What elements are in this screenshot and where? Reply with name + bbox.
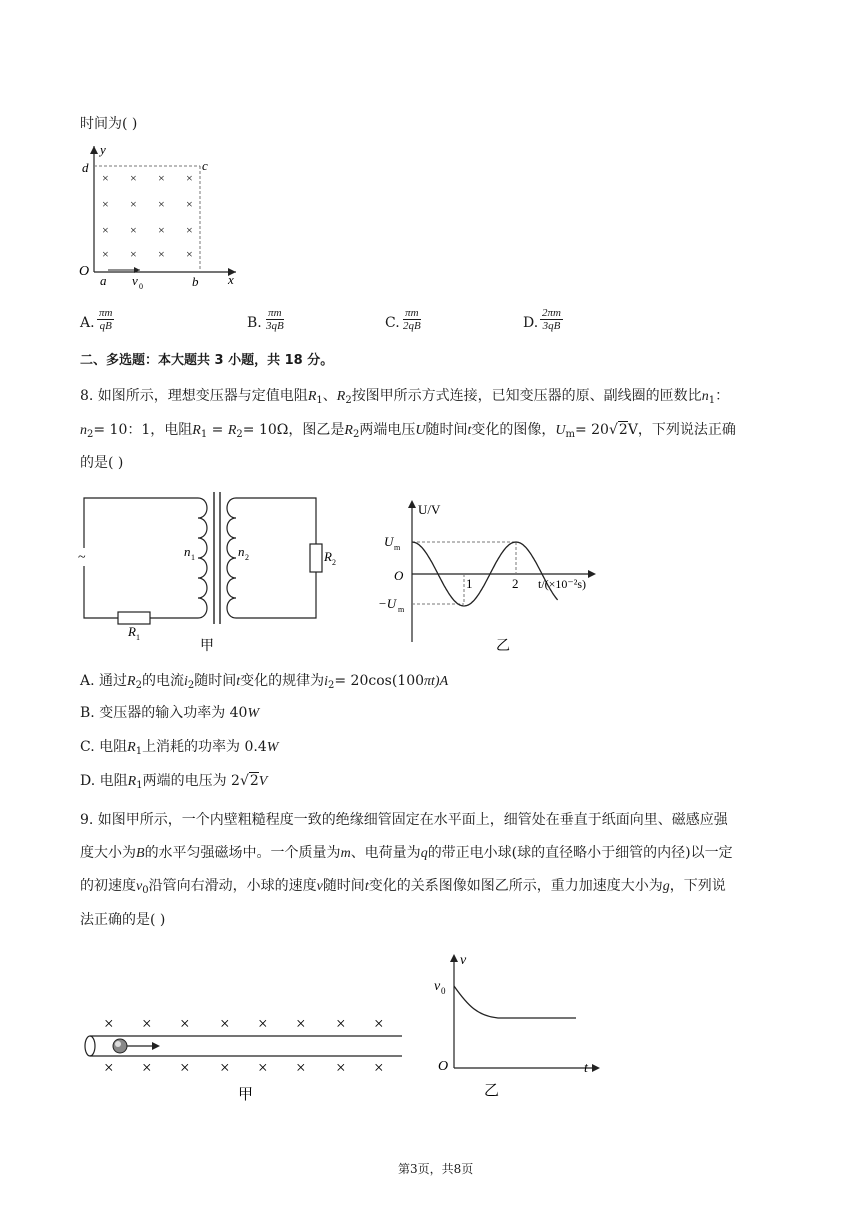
q7-option-d-letter[interactable]: D. [523,315,539,331]
q8-figure-jia-circuit [74,488,344,658]
svg-text:1: 1 [136,633,140,642]
q7-field-cross: × [130,223,137,237]
label-r1: R [128,624,136,639]
q7-option-c-fraction: $\frac{\pi m}{2qB}$ [403,307,421,332]
q9-field-cross: × [220,1058,230,1077]
q9-field-cross: × [142,1014,152,1033]
q7-stem-tail: 时间为( ) [80,116,138,132]
q7-field-cross: × [186,223,193,237]
q9-figure-yi-velocity-graph [428,950,608,1100]
q8-option-d[interactable]: D. 电阻$R_1$两端的电压为 2√2V [80,773,268,791]
q9-field-cross: × [336,1014,346,1033]
q8-stem-line-1: 8. 如图所示，理想变压器与定值电阻$R_1$、$R_2$按图甲所示方式连接，已知变压器的原、副线圈的匝数比$n_1$： [80,388,730,406]
label-r2: R [324,549,332,564]
q7-label-y: y [100,142,106,157]
q9-field-cross: × [220,1014,230,1033]
q7-field-cross: × [158,223,165,237]
q9-field-cross: × [374,1014,384,1033]
q7-figure [76,142,256,291]
q7-option-b-fraction: $\frac{\pi m}{3qB}$ [266,307,284,332]
q7-option-a-letter[interactable]: A. [80,315,95,331]
graph-t-label: t [584,1061,588,1076]
q8-figure-yi-voltage-graph [376,494,616,654]
graph-tick-2: 2 [512,576,519,591]
fig-jia-caption: 甲 [200,639,214,654]
q9-field-cross: × [104,1058,114,1077]
q7-label-d: d [82,160,89,175]
label-n1: n [184,544,191,559]
q8-option-b[interactable]: B. 变压器的输入功率为 40W [80,705,260,721]
ac-source-symbol: ~ [78,550,86,565]
svg-text:0: 0 [441,986,446,996]
svg-text:m: m [398,605,405,614]
q7-option-c-letter[interactable]: C. [385,315,400,331]
q7-field-cross: × [130,247,137,261]
q9-field-cross: × [296,1014,306,1033]
q7-option-b-letter[interactable]: B. [247,315,262,331]
resistor-r2 [310,544,322,572]
q9-stem-line-1: 9. 如图甲所示，一个内壁粗糙程度一致的绝缘细管固定在水平面上，细管处在垂直于纸面向里、磁感应强 [80,812,728,828]
q9-stem-line-3: 的初速度$v_0$沿管向右滑动，小球的速度v随时间t变化的关系图像如图乙所示，重力加速度大小为g，下列说 [80,878,726,896]
q9-field-cross: × [336,1058,346,1077]
q8-stem-line-2: $n_2= 10$：1，电阻$R_1 = R_2= 10\Omega$，图乙是$R_2$两端电压U随时间t变化的图像，$U_m= 20√2V$，下列说法正确 [80,422,736,440]
graph-um-label: U [384,534,394,549]
graph-tick-1: 1 [466,576,473,591]
label-n2: n [238,544,245,559]
q7-label-a: a [100,273,107,288]
q7-field-cross: × [158,197,165,211]
q9-field-cross: × [258,1058,268,1077]
graph-v0-label: v [434,979,441,994]
velocity-curve [454,986,576,1018]
q7-label-x: x [228,272,234,287]
q9-field-cross: × [296,1058,306,1077]
q7-field-cross: × [186,247,193,261]
q7-field-cross: × [130,171,137,185]
graph-xlabel: t/(×10⁻²s) [538,577,587,591]
q7-field-cross: × [158,171,165,185]
q7-field-cross: × [130,197,137,211]
q7-field-crosses [102,171,193,261]
q7-field-cross: × [102,197,109,211]
section-heading-multiple-choice: 二、多选题：本大题共 3 小题，共 18 分。 [80,353,334,368]
secondary-coil [227,498,236,618]
graph-neg-um-label: −U [378,596,397,611]
q9-fig-yi-caption: 乙 [484,1083,500,1099]
q8-option-c[interactable]: C. 电阻$R_1$上消耗的功率为 0.4W [80,739,279,757]
q7-label-b: b [192,274,199,289]
q7-field-cross: × [102,171,109,185]
q7-label-c: c [202,158,208,173]
svg-text:2: 2 [245,553,249,562]
q9-field-cross: × [142,1058,152,1077]
q7-label-v-sub: 0 [139,282,143,291]
q7-option-d-fraction: $\frac{2\pi m}{3qB}$ [542,307,561,332]
svg-text:m: m [394,543,401,552]
q9-field-cross: × [258,1014,268,1033]
q9-fig-jia-caption: 甲 [238,1087,254,1103]
q9-field-cross: × [180,1014,190,1033]
graph-origin: O [394,568,404,583]
q9-field-cross: × [180,1058,190,1077]
q9-field-cross: × [104,1014,114,1033]
resistor-r1 [118,612,150,624]
q7-field-cross: × [186,171,193,185]
graph-v-label: v [460,953,467,968]
page-footer: 第3页，共8页 [398,1162,474,1176]
q7-field-cross: × [102,223,109,237]
graph-ylabel: U/V [418,502,441,517]
q7-label-v: v [132,273,138,288]
q9-figure-jia-tube [80,1013,420,1103]
fig-yi-caption: 乙 [496,639,510,654]
q9-stem-line-4: 法正确的是( ) [80,912,166,928]
q9-field-cross: × [374,1058,384,1077]
primary-coil [198,498,207,618]
q9-stem-line-2: 度大小为B的水平匀强磁场中。一个质量为m、电荷量为q的带正电小球(球的直径略小于细管的内径)以一定 [80,845,733,861]
q7-label-o: O [79,264,90,279]
graph-origin-o: O [438,1059,449,1074]
q7-field-cross: × [102,247,109,261]
svg-text:1: 1 [191,553,195,562]
q7-field-cross: × [158,247,165,261]
svg-text:2: 2 [332,558,336,567]
q7-option-a-fraction: $\frac{\pi m}{qB}$ [99,307,113,332]
q8-option-a[interactable]: A. 通过$R_2$的电流$i_2$随时间t变化的规律为$i_2= 20\cos(100\pi t)A$ [80,673,449,691]
q7-field-cross: × [186,197,193,211]
q8-stem-line-3: 的是( ) [80,455,124,471]
